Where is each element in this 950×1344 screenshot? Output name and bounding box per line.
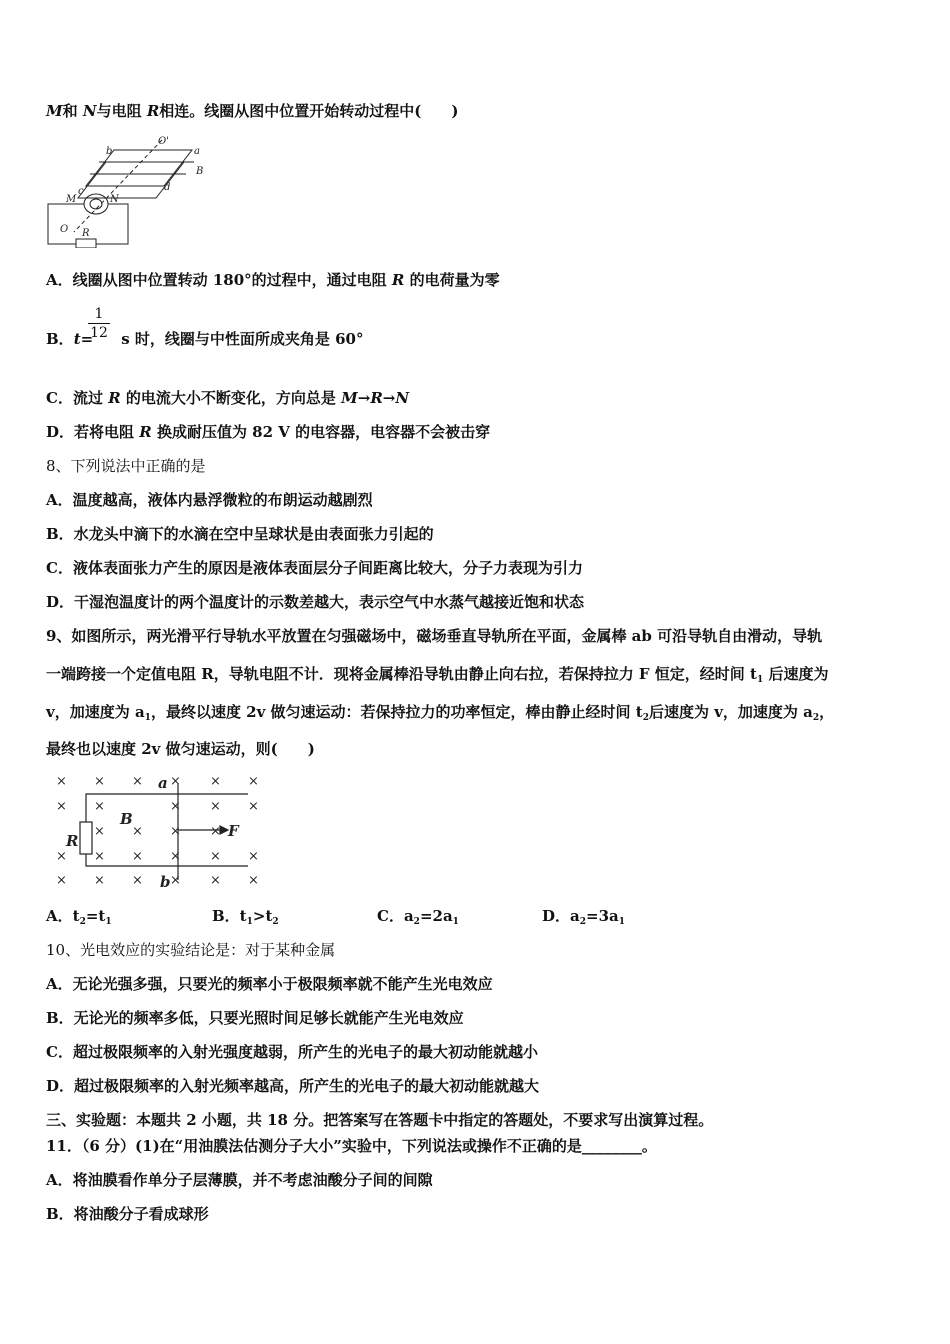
fig9-label-R: R bbox=[66, 832, 79, 850]
fig9-label-F: F bbox=[228, 822, 239, 840]
field-cross: × bbox=[210, 799, 221, 814]
fig7-label-O: O bbox=[60, 224, 69, 235]
field-cross: × bbox=[248, 873, 259, 888]
fig7-label-R: R bbox=[82, 228, 90, 239]
q7-stem: M和 N与电阻 R相连。线圈从图中位置开始转动过程中( ) bbox=[46, 102, 459, 120]
q7-option-d[interactable]: D．若将电阻 R 换成耐压值为 82 V 的电容器，电容器不会被击穿 bbox=[46, 423, 491, 441]
fig7-label-M: M bbox=[66, 194, 77, 205]
fig9-label-a: a bbox=[158, 774, 168, 792]
q7-option-a[interactable]: A．线圈从图中位置转动 180°的过程中，通过电阻 R 的电荷量为零 bbox=[46, 271, 500, 289]
q10-option-d[interactable]: D．超过极限频率的入射光频率越高，所产生的光电子的最大初动能就越大 bbox=[46, 1077, 540, 1095]
field-cross: × bbox=[94, 849, 105, 864]
q8-stem: 8、下列说法中正确的是 bbox=[46, 457, 206, 475]
field-cross: × bbox=[56, 774, 67, 789]
q10-option-a[interactable]: A．无论光强多强，只要光的频率小于极限频率就不能产生光电效应 bbox=[46, 975, 493, 993]
q10-option-b[interactable]: B．无论光的频率多低，只要光照时间足够长就能产生光电效应 bbox=[46, 1009, 464, 1027]
field-cross: × bbox=[248, 799, 259, 814]
q9-stem-line3: v，加速度为 $a_1$，最终以速度 2v 做匀速运动：若保持拉力的功率恒定，棒由静止经时间 $t_2$后速度为 v，加速度为 $a_2$， bbox=[46, 703, 835, 723]
field-cross: × bbox=[210, 849, 221, 864]
field-cross: × bbox=[132, 849, 143, 864]
q10-stem: 10、光电效应的实验结论是：对于某种金属 bbox=[46, 941, 336, 959]
field-cross: × bbox=[210, 774, 221, 789]
fig7-label-a: a bbox=[194, 146, 200, 157]
q10-option-c[interactable]: C．超过极限频率的入射光强度越弱，所产生的光电子的最大初动能就越小 bbox=[46, 1043, 538, 1061]
field-cross: × bbox=[94, 774, 105, 789]
q8-option-c[interactable]: C．液体表面张力产生的原因是液体表面层分子间距离比较大，分子力表现为引力 bbox=[46, 559, 583, 577]
q7-option-b-fraction: $\frac{1}{12}$ bbox=[88, 305, 110, 342]
field-cross: × bbox=[132, 824, 143, 839]
field-cross: × bbox=[170, 774, 181, 789]
field-cross: × bbox=[56, 799, 67, 814]
q9-stem-line4: 最终也以速度 2v 做匀速运动，则( ) bbox=[46, 740, 315, 758]
field-cross: × bbox=[56, 873, 67, 888]
q9-option-c[interactable]: C．$a_2=2a_1$ bbox=[377, 907, 459, 927]
q8-option-a[interactable]: A．温度越高，液体内悬浮微粒的布朗运动越剧烈 bbox=[46, 491, 373, 509]
field-cross: × bbox=[94, 799, 105, 814]
q7-option-c[interactable]: C．流过 R 的电流大小不断变化，方向总是 M→R→N bbox=[46, 389, 410, 407]
q11-option-a[interactable]: A．将油膜看作单分子层薄膜，并不考虑油酸分子间的间隙 bbox=[46, 1171, 433, 1189]
field-cross: × bbox=[248, 774, 259, 789]
field-cross: × bbox=[94, 873, 105, 888]
q9-stem-line2: 一端跨接一个定值电阻 R，导轨电阻不计．现将金属棒沿导轨由静止向右拉，若保持拉力 F 恒定，经时间 $t_1$ 后速度为 bbox=[46, 665, 829, 685]
q9-option-d[interactable]: D．$a_2=3a_1$ bbox=[542, 907, 625, 927]
q8-option-d[interactable]: D．干湿泡温度计的两个温度计的示数差越大，表示空气中水蒸气越接近饱和状态 bbox=[46, 593, 585, 611]
fig7-label-oprime: O' bbox=[158, 136, 169, 147]
q9-option-a[interactable]: A．$t_2=t_1$ bbox=[46, 907, 112, 927]
field-cross: × bbox=[170, 824, 181, 839]
section3-header: 三、实验题：本题共 2 小题，共 18 分。把答案写在答题卡中指定的答题处，不要求写出演算过程。 bbox=[46, 1111, 714, 1129]
fig7-label-b: b bbox=[106, 146, 113, 157]
q11-stem: 11．（6 分）(1)在“用油膜法估测分子大小”实验中，下列说法或操作不正确的是________。 bbox=[46, 1137, 657, 1155]
fig7-label-B: B bbox=[196, 166, 204, 177]
fig7-label-N: N bbox=[110, 194, 119, 205]
field-cross: × bbox=[56, 849, 67, 864]
fig7-label-c: c bbox=[78, 186, 84, 197]
q9-option-b[interactable]: B．$t_1>t_2$ bbox=[212, 907, 279, 927]
q9-rail-figure bbox=[48, 772, 272, 890]
field-cross: × bbox=[94, 824, 105, 839]
q8-option-b[interactable]: B．水龙头中滴下的水滴在空中呈球状是由表面张力引起的 bbox=[46, 525, 434, 543]
field-cross: × bbox=[170, 873, 181, 888]
field-cross: × bbox=[170, 799, 181, 814]
q9-stem-line1: 9、如图所示，两光滑平行导轨水平放置在匀强磁场中，磁场垂直导轨所在平面，金属棒 ab 可沿导轨自由滑动，导轨 bbox=[46, 627, 823, 645]
field-cross: × bbox=[248, 849, 259, 864]
field-cross: × bbox=[132, 873, 143, 888]
fig9-label-B: B bbox=[120, 810, 133, 828]
field-cross: × bbox=[210, 873, 221, 888]
q11-option-b[interactable]: B．将油酸分子看成球形 bbox=[46, 1205, 209, 1223]
q7-option-b[interactable]: B．t= s 时，线圈与中性面所成夹角是 60° bbox=[46, 330, 364, 348]
field-cross: × bbox=[170, 849, 181, 864]
field-cross: × bbox=[132, 774, 143, 789]
fig9-label-b: b bbox=[160, 873, 171, 890]
q7-generator-figure bbox=[44, 132, 204, 248]
field-cross: × bbox=[210, 824, 221, 839]
fig7-label-d: d bbox=[164, 182, 171, 193]
